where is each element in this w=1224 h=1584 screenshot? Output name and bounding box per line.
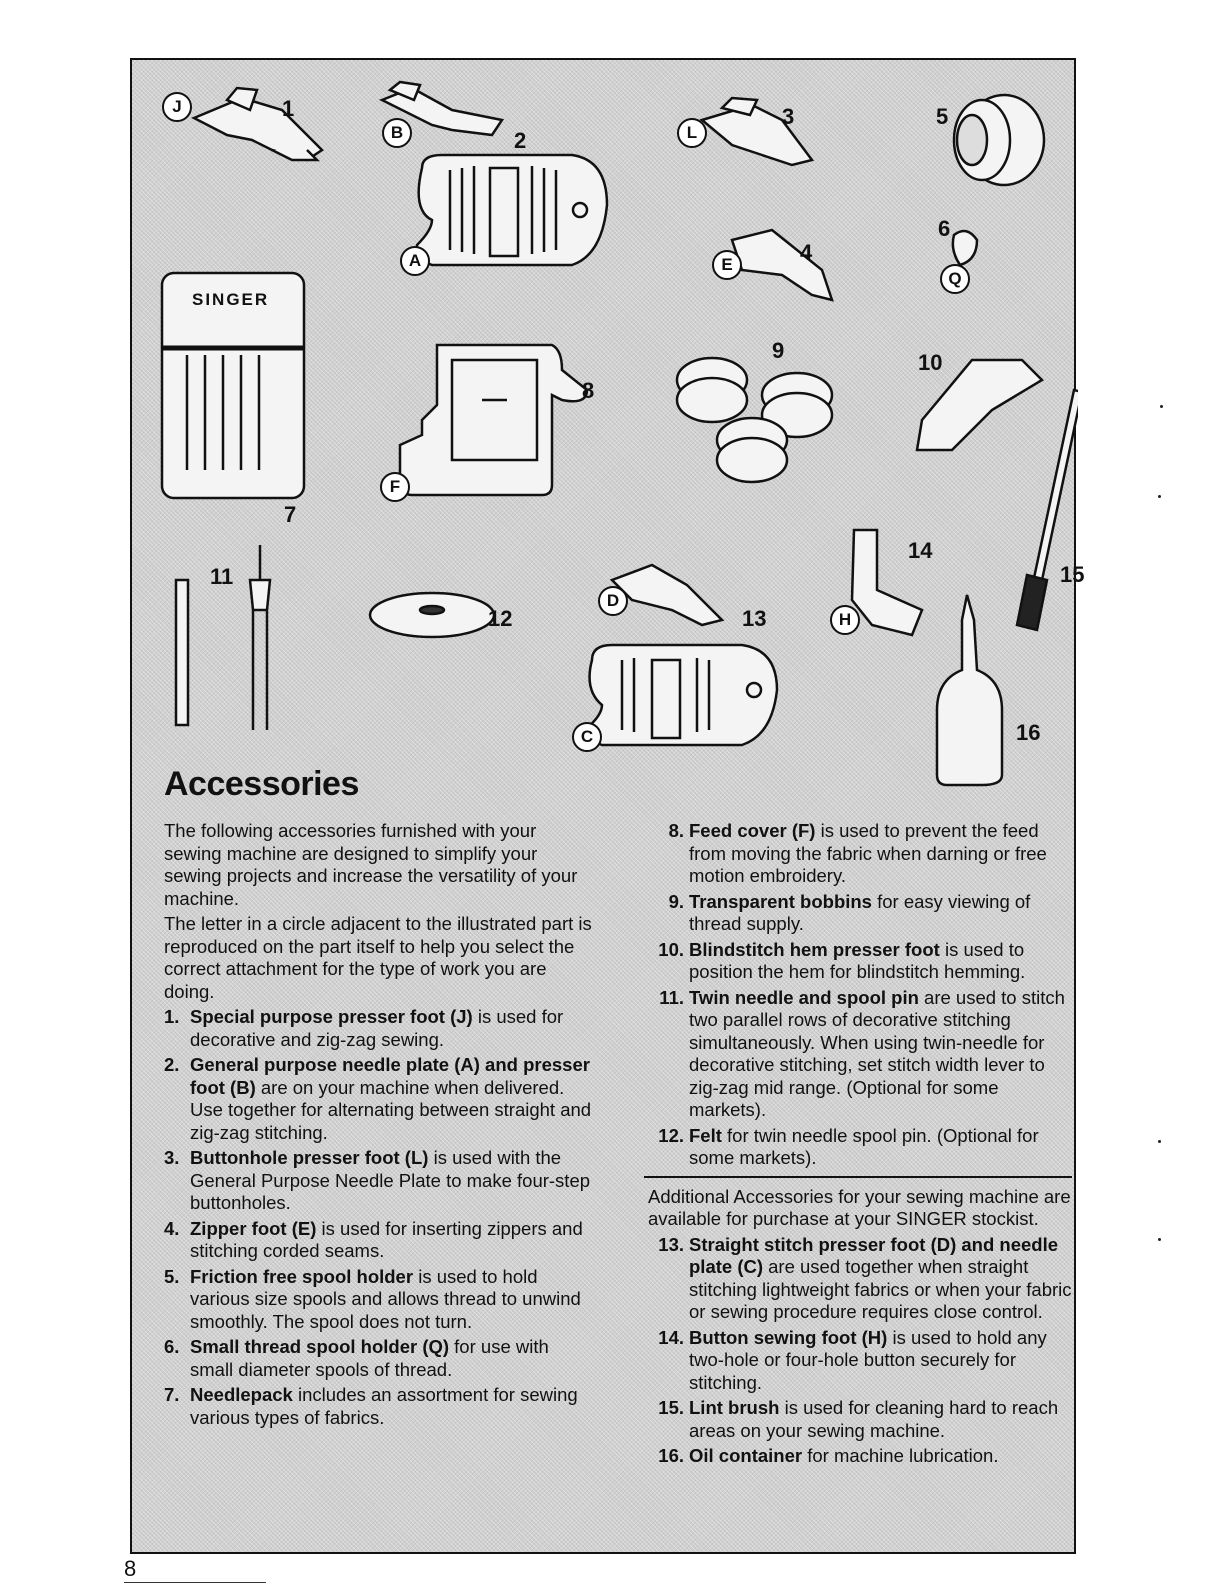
list-item: 15. Lint brush is used for cleaning hard to reach areas on your sewing machine. — [658, 1397, 1059, 1441]
letter-label-e: E — [712, 250, 742, 280]
margin-dot — [1160, 405, 1163, 408]
buttonhole-foot-icon — [702, 98, 812, 165]
needle-pack-brand: SINGER — [192, 290, 270, 309]
part-number-5: 5 — [936, 104, 949, 129]
letter-label-j: J — [162, 92, 192, 122]
list-item: 11. Twin needle and spool pin are used to stitch two parallel rows of decorative stitching simultaneously. When using twin-needle for decorative stitching, set stitch width lever to zig-zag mid range. (Optional for some markets). — [659, 986, 1065, 1120]
page-heading: Accessories — [164, 765, 359, 803]
intro-paragraph-1: The following accessories furnished with your sewing machine are designed to simplify your sewing projects and increase the versatility of your machine. — [164, 820, 578, 909]
list-item: 12. Felt for twin needle spool pin. (Optional for some markets). — [658, 1124, 1039, 1168]
intro-paragraph-2: The letter in a circle adjacent to the illustrated part is reproduced on the part itself to help you select the correct attachment for the type of work you are doing. — [164, 913, 592, 1002]
felt-icon — [370, 593, 494, 637]
letter-label-b: B — [382, 118, 412, 148]
margin-dot — [1158, 495, 1161, 498]
lint-brush-icon — [1017, 390, 1078, 630]
oil-container-icon — [937, 595, 1002, 785]
bobbins-icon — [677, 358, 832, 482]
part-number-13: 13 — [742, 606, 767, 631]
needle-plate-c-icon — [587, 645, 777, 745]
part-number-9: 9 — [772, 338, 785, 363]
additional-note: Additional Accessories for your sewing machine are available for purchase at your SINGER stockist. — [648, 1185, 1071, 1229]
margin-dot — [1158, 1140, 1161, 1143]
part-number-4: 4 — [800, 240, 813, 265]
special-purpose-foot-icon — [194, 88, 322, 160]
letter-label-l: L — [677, 118, 707, 148]
part-number-3: 3 — [782, 104, 795, 129]
list-item: 16. Oil container for machine lubrication. — [658, 1445, 999, 1466]
part-number-16: 16 — [1016, 720, 1041, 745]
letter-label-q: Q — [940, 264, 970, 294]
accessories-illustration — [132, 60, 1078, 840]
page-number: 8 — [124, 1556, 137, 1581]
list-item: 13. Straight stitch presser foot (D) and needle plate (C) are used together when straight stitching lightweight fabrics or when your fabric or sewing procedure requires close control. — [658, 1233, 1072, 1322]
left-column — [164, 820, 596, 1432]
part-number-12: 12 — [488, 606, 513, 631]
list-item: 10. Blindstitch hem presser foot is used to position the hem for blindstitch hemming. — [658, 938, 1026, 982]
part-number-7: 7 — [284, 502, 297, 527]
list-item: 2. General purpose needle plate (A) and presser foot (B) are on your machine when delivered. Use together for alternating between straight and zig-zag stitching. — [164, 1054, 592, 1143]
list-item: 14. Button sewing foot (H) is used to hold any two-hole or four-hole button securely for stitching. — [658, 1326, 1047, 1393]
straight-stitch-foot-icon — [612, 565, 722, 625]
letter-label-f: F — [380, 472, 410, 502]
letter-label-h: H — [830, 605, 860, 635]
small-spool-holder-icon — [953, 231, 977, 265]
spool-holder-icon — [954, 95, 1044, 185]
part-number-6: 6 — [938, 216, 951, 241]
zipper-foot-icon — [732, 230, 832, 300]
list-item: 8. Feed cover (F) is used to prevent the feed from moving the fabric when darning or free motion embroidery. — [668, 820, 1047, 886]
part-number-10: 10 — [918, 350, 943, 375]
part-number-2: 2 — [514, 128, 527, 153]
part-number-1: 1 — [282, 96, 295, 121]
list-item: 7. Needlepack includes an assortment for sewing various types of fabrics. — [164, 1384, 578, 1428]
letter-label-a: A — [400, 246, 430, 276]
section-divider — [644, 1176, 1072, 1178]
part-number-11: 11 — [210, 564, 234, 589]
needle-plate-a-icon — [417, 155, 607, 265]
letter-label-c: C — [572, 722, 602, 752]
accessories-panel — [130, 58, 1085, 1554]
list-item: 1. Special purpose presser foot (J) is used for decorative and zig-zag sewing. — [164, 1006, 564, 1050]
list-item: 3. Buttonhole presser foot (L) is used with the General Purpose Needle Plate to make four-step buttonholes. — [164, 1147, 591, 1213]
part-number-14: 14 — [908, 538, 933, 563]
part-number-15: 15 — [1060, 562, 1085, 587]
part-number-8: 8 — [582, 378, 595, 403]
footer-line — [124, 1582, 266, 1583]
margin-dot — [1158, 1238, 1161, 1241]
letter-label-d: D — [598, 586, 628, 616]
list-item: 9. Transparent bobbins for easy viewing of thread supply. — [668, 890, 1031, 934]
feed-cover-icon — [400, 345, 587, 495]
list-item: 4. Zipper foot (E) is used for inserting zippers and stitching corded seams. — [164, 1217, 583, 1261]
right-column — [648, 820, 1072, 1471]
list-item: 6. Small thread spool holder (Q) for use with small diameter spools of thread. — [164, 1336, 549, 1380]
list-item: 5. Friction free spool holder is used to hold various size spools and allows thread to unwind smoothly. The spool does not turn. — [164, 1265, 581, 1332]
